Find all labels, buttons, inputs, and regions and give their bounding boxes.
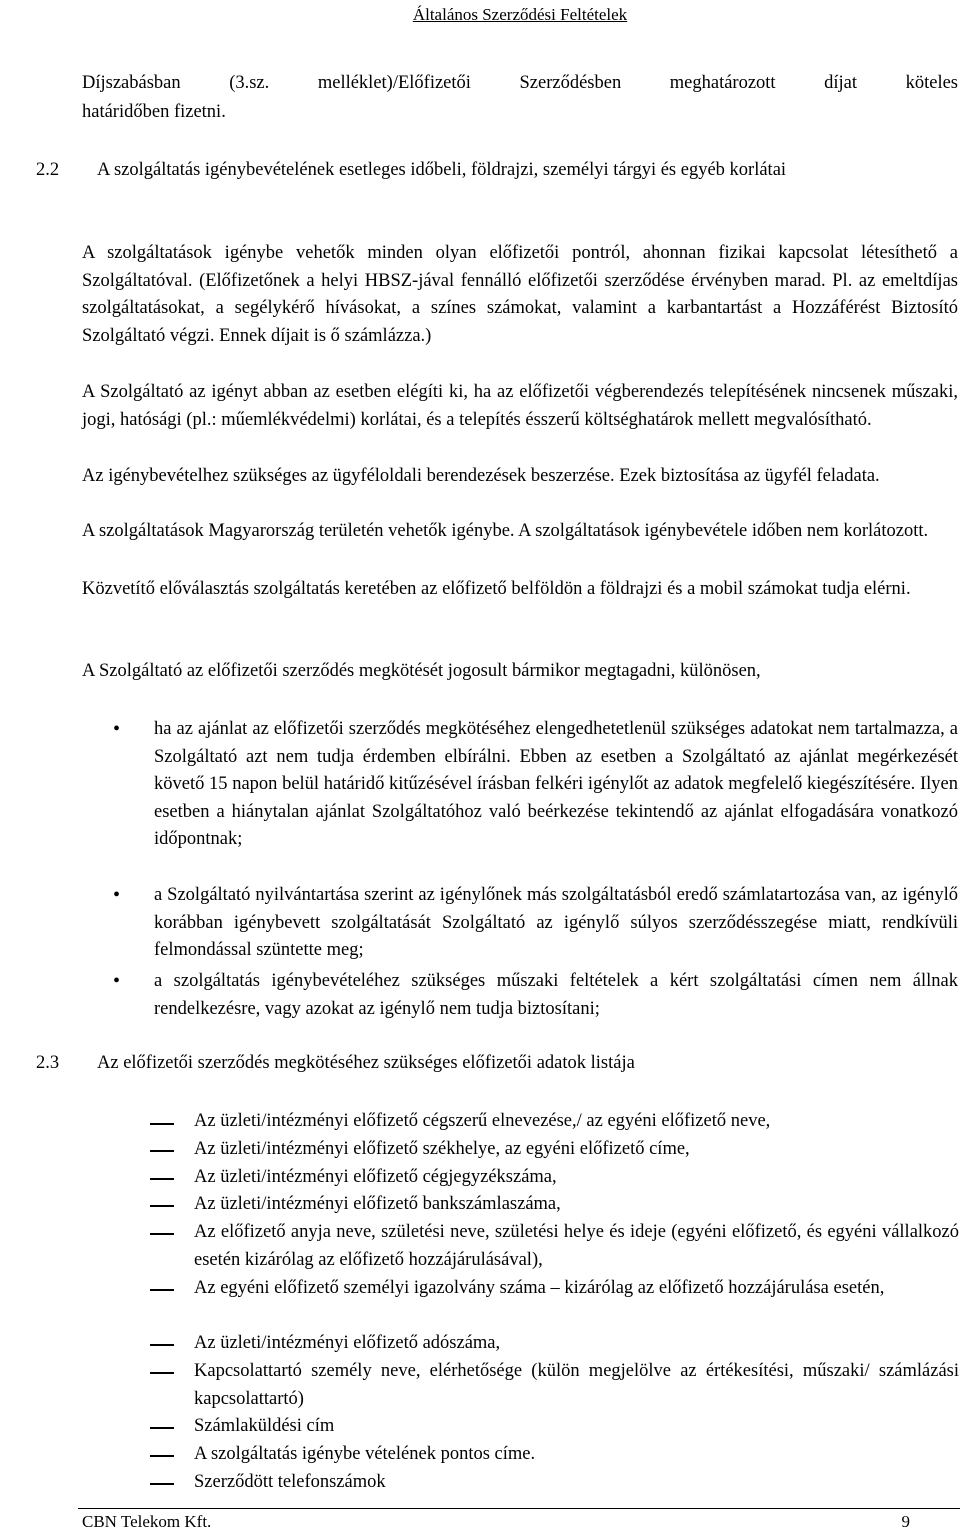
section-number: 2.3 bbox=[36, 1053, 60, 1073]
list-item: Az üzleti/intézményi előfizető cégszerű elnevezése,/ az egyéni előfizető neve, bbox=[194, 1111, 771, 1131]
bullet-icon: • bbox=[113, 718, 121, 740]
refusal-intro: A Szolgáltató az előfizetői szerződés megkötését jogosult bármikor megtagadni, különösen, bbox=[82, 661, 761, 681]
footer-company: CBN Telekom Kft. bbox=[82, 1512, 212, 1531]
list-item: a szolgáltatás igénybevételéhez szükséges műszaki feltételek a kért szolgáltatási címen nem állnak rendelkezésre, vagy azokat az igénylő nem tudja biztosítani; bbox=[154, 971, 958, 1019]
paragraph: A Szolgáltató az igényt abban az esetben elégíti ki, ha az előfizetői végberendezés telepítésének nincsenek műszaki, jogi, hatósági (pl.: műemlékvédelmi) korlátai, és a telepítés ésszerű költséghatárok mellett megvalósítható. bbox=[82, 382, 958, 430]
intro-text-line1: Díjszabásban (3.sz. melléklet)/Előfizetői Szerződésben meghatározott díjat köteles bbox=[82, 73, 958, 93]
list-item: Szerződött telefonszámok bbox=[194, 1472, 386, 1492]
list-item: a Szolgáltató nyilvántartása szerint az igénylőnek más szolgáltatásból eredő számlatartozása van, az igénylő korábban igénybevett szolgáltatását Szolgáltató az igénylő súlyos szerződésszegése miatt, rendkívüli felmondással szüntette meg; bbox=[154, 885, 958, 961]
section-title: A szolgáltatás igénybevételének esetleges időbeli, földrajzi, személyi tárgyi és egyéb korlátai bbox=[97, 160, 787, 180]
dash-bullet-icon bbox=[150, 1289, 174, 1291]
dash-bullet-icon bbox=[150, 1205, 174, 1207]
list-item: Az üzleti/intézményi előfizető adószáma, bbox=[194, 1333, 501, 1353]
list-item: Az üzleti/intézményi előfizető cégjegyzékszáma, bbox=[194, 1167, 557, 1187]
page-header-title: Általános Szerződési Feltételek bbox=[412, 5, 628, 24]
list-item: Az üzleti/intézményi előfizető bankszámlaszáma, bbox=[194, 1194, 561, 1214]
paragraph: Az igénybevételhez szükséges az ügyféloldali berendezések beszerzése. Ezek biztosítása az ügyfél feladata. bbox=[82, 466, 880, 486]
dash-bullet-icon bbox=[150, 1427, 174, 1429]
paragraph: A szolgáltatások Magyarország területén vehetők igénybe. A szolgáltatások igénybevétele időben nem korlátozott. bbox=[82, 521, 929, 541]
dash-bullet-icon bbox=[150, 1150, 174, 1152]
list-item: Számlaküldési cím bbox=[194, 1416, 335, 1436]
list-item: Az üzleti/intézményi előfizető székhelye, az egyéni előfizető címe, bbox=[194, 1139, 690, 1159]
section-title: Az előfizetői szerződés megkötéséhez szükséges előfizetői adatok listája bbox=[97, 1053, 635, 1073]
list-item: A szolgáltatás igénybe vételének pontos címe. bbox=[194, 1444, 536, 1464]
dash-bullet-icon bbox=[150, 1344, 174, 1346]
bullet-icon: • bbox=[113, 884, 121, 906]
paragraph: A szolgáltatások igénybe vehetők minden olyan előfizetői pontról, ahonnan fizikai kapcsolat létesíthető a Szolgáltatóval. (Előfizetőnek a helyi HBSZ-jával fennálló előfizetői szerződése érvényben marad. Pl. az emeltdíjas szolgáltatásokat, a segélykérő hívásokat, a színes számokat, valamint a karbantartást a Hozzáférést Biztosító Szolgáltató végzi. Ennek díjait is ő számlázza.) bbox=[82, 243, 958, 346]
dash-bullet-icon bbox=[150, 1455, 174, 1457]
page-number: 9 bbox=[901, 1512, 910, 1531]
dash-bullet-icon bbox=[150, 1123, 174, 1125]
paragraph: Közvetítő előválasztás szolgáltatás keretében az előfizető belföldön a földrajzi és a mobil számokat tudja elérni. bbox=[82, 579, 911, 599]
dash-bullet-icon bbox=[150, 1233, 174, 1235]
list-item: Az előfizető anyja neve, születési neve, születési helye és ideje (egyéni előfizető, és egyéni vállalkozó esetén kizárólag az előfizető hozzájárulásával), bbox=[194, 1222, 959, 1270]
list-item: Az egyéni előfizető személyi igazolvány száma – kizárólag az előfizető hozzájárulása esetén, bbox=[194, 1278, 885, 1298]
dash-bullet-icon bbox=[150, 1483, 174, 1485]
section-number: 2.2 bbox=[36, 160, 60, 180]
list-item: ha az ajánlat az előfizetői szerződés megkötéséhez elengedhetetlenül szükséges adatokat nem tartalmazza, a Szolgáltató azt nem tudja érdemben elbírálni. Ebben az esetben a Szolgáltató az ajánlat megérkezését követő 15 napon belül határidő kitűzésével írásban felkéri igénylőt az adatok megfelelő kiegészítésére. Ilyen esetben a hiánytalan ajánlat Szolgáltatóhoz való beérkezése tekintendő az ajánlat elfogadására vonatkozó időpontnak; bbox=[154, 719, 958, 850]
list-item: Kapcsolattartó személy neve, elérhetősége (külön megjelölve az értékesítési, műszaki/ számlázási kapcsolattartó) bbox=[194, 1361, 959, 1409]
dash-bullet-icon bbox=[150, 1178, 174, 1180]
dash-bullet-icon bbox=[150, 1372, 174, 1374]
bullet-icon: • bbox=[113, 970, 121, 992]
intro-text-line2: határidőben fizetni. bbox=[82, 102, 226, 122]
